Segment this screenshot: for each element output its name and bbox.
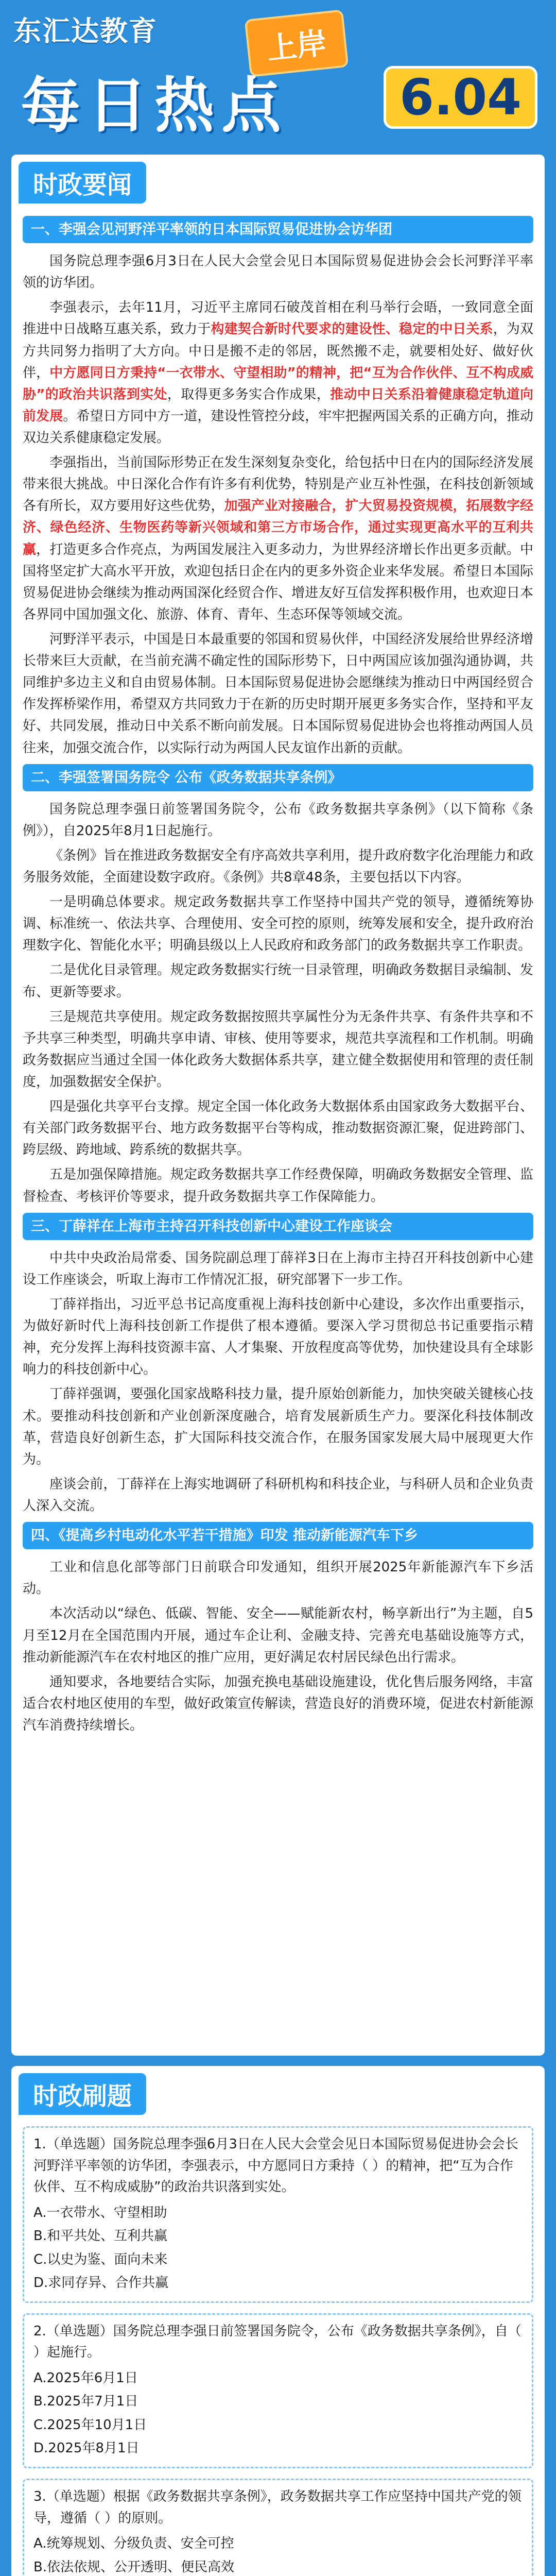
news-panel — [11, 155, 545, 2056]
topic4-para-1: 工业和信息化部等部门日前联合印发通知，组织开展2025年新能源汽车下乡活动。 — [23, 1560, 533, 1597]
option-b[interactable]: B.和平共处、互利共赢 — [33, 2228, 168, 2244]
option-b[interactable]: B.依法依规、公开透明、便民高效 — [33, 2559, 235, 2575]
topic3-para-3: 丁薛祥强调，要强化国家战略科技力量，提升原始创新能力，加快突破关键核心技术。要推动科技创新和产业创新深度融合，培育发展新质生产力。要深化科技体制改革，营造良好创新生态，扩大国际科技交流合作，在服务国家发展大局中展现更大作为。 — [23, 1386, 533, 1467]
topic2-para-2: 《条例》旨在推进政务数据安全有序高效共享利用，提升政府数字化治理能力和政务服务效能，全面建设数字政府。《条例》共8章48条，主要包括以下内容。 — [23, 848, 533, 886]
topic1-para-2: 李强表示，去年11月，习近平主席同石破茂首相在利马举行会晤，一致同意全面推进中日战略互惠关系，致力于构建契合新时代要求的建设性、稳定的中日关系，为双方共同努力指明了大方向。中日是搬不走的邻居，既然搬不走，就要相处好、做好伙伴，中方愿同日方秉持“一衣带水、守望相助”的精神，把“互为合作伙伴、互不构成威胁”的政治共识落到实处，取得更多务实合作成果，推动中日关系沿着健康稳定轨道向前发展。希望日方同中方一道，建设性管控分歧，牢牢把握两国关系的正确方向，推动双边关系健康稳定发展。 — [23, 300, 533, 446]
question-stem: 2.（单选题）国务院总理李强日前签署国务院令，公布《政务数据共享条例》，自（ ）起施行。 — [33, 2323, 522, 2361]
topic2-para-6: 四是强化共享平台支撑。规定全国一体化政务大数据体系由国家政务大数据平台、有关部门政务数据平台、地方政务数据平台等构成，推动数据资源汇聚，促进跨部门、跨层级、跨地域、跨系统的数据共享。 — [23, 1099, 533, 1158]
topic1-para-3: 李强指出，当前国际形势正在发生深刻复杂变化，给包括中日在内的国际经济发展带来很大挑战。中日深化合作有许多有利优势，特别是产业互补性强，在科技创新领域各有所长，双方要用好这些优势，加强产业对接融合，扩大贸易投资规模，拓展数字经济、绿色经济、生物医药等新兴领域和第三方市场合作，通过实现更高水平的互利共赢，打造更多合作亮点，为两国发展注入更多动力，为世界经济增长作出更多贡献。中国将坚定扩大高水平开放，欢迎包括日企在内的更多外资企业来华发展。希望日本国际贸易促进协会继续为推动两国深化经贸合作、增进友好互信发挥积极作用，也欢迎日本各界同中国加强文化、旅游、体育、青年、生态环保等领域交流。 — [23, 455, 533, 622]
question-stem: 1.（单选题）国务院总理李强6月3日在人民大会堂会见日本国际贸易促进协会会长河野洋平率领的访华团，李强表示，中方愿同日方秉持（ ）的精神，把“互为合作伙伴、互不构成威胁”的政治共识落到实处。 — [33, 2137, 518, 2195]
option-a[interactable]: A.2025年6月1日 — [33, 2370, 138, 2386]
date-badge: 6.04 — [384, 66, 537, 129]
topic-title-3: 三、丁薛祥在上海市主持召开科技创新中心建设工作座谈会 — [23, 1213, 533, 1240]
topic3-para-1: 中共中央政治局常委、国务院副总理丁薛祥3日在上海市主持召开科技创新中心建设工作座谈会，听取上海市工作情况汇报，研究部署下一步工作。 — [23, 1250, 533, 1287]
option-c[interactable]: C.以史为鉴、面向未来 — [33, 2251, 168, 2267]
question-2 — [23, 2313, 533, 2468]
ribbon-badge: 上岸 — [245, 9, 349, 77]
topic1-para-1: 国务院总理李强6月3日在人民大会堂会见日本国际贸易促进协会会长河野洋平率领的访华团。 — [23, 253, 533, 291]
topic2-para-3: 一是明确总体要求。规定政务数据共享工作坚持中国共产党的领导，遵循统筹协调、标准统一、依法共享、合理使用、安全可控的原则，统筹发展和安全，提升政府治理数字化、智能化水平；明确县级以上人民政府和政务部门的政务数据共享工作职责。 — [23, 894, 533, 954]
page-title: 每日热点 — [21, 71, 288, 141]
topic1-para-4: 河野洋平表示，中国是日本最重要的邻国和贸易伙伴，中国经济发展给世界经济增长带来巨大贡献，在当前充满不确定性的国际形势下，日中两国应该加强沟通协调，共同维护多边主义和自由贸易体制。日本国际贸易促进协会愿继续为推动日中两国经贸合作发挥桥梁作用，希望双方共同致力于在新的历史时期开展更多务实合作，坚持和平友好、共同发展，推动日中关系不断向前发展。日本国际贸易促进协会也将推动两国人员往来，加强交流合作，以实际行动为两国人民友谊作出新的贡献。 — [23, 631, 533, 756]
brand-logo: 东汇达教育 — [13, 15, 158, 47]
topic4-para-2: 本次活动以“绿色、低碳、智能、安全——赋能新农村，畅享新出行”为主题，自5月至12月在全国范围内开展，通过车企让利、金融支持、完善充电基础设施等方式，推动新能源汽车在农村地区的推广应用，更好满足农村居民绿色出行需求。 — [23, 1606, 533, 1665]
option-c[interactable]: C.2025年10月1日 — [33, 2417, 147, 2433]
question-1 — [23, 2126, 533, 2303]
option-b[interactable]: B.2025年7月1日 — [33, 2394, 138, 2410]
header — [0, 0, 556, 155]
option-d[interactable]: D.求同存异、合作共赢 — [33, 2275, 169, 2291]
topic3-para-2: 丁薛祥指出，习近平总书记高度重视上海科技创新中心建设，多次作出重要指示，为做好新时代上海科技创新工作提供了根本遵循。要深入学习贯彻总书记重要指示精神，充分发挥上海科技资源丰富、人才集聚、开放程度高等优势，加快建设具有全球影响力的科技创新中心。 — [23, 1296, 533, 1378]
question-3 — [23, 2479, 533, 2576]
option-a[interactable]: A.一衣带水、守望相助 — [33, 2205, 167, 2221]
news-heading: 时政要闻 — [19, 162, 146, 204]
topic2-para-1: 国务院总理李强日前签署国务院令，公布《政务数据共享条例》（以下简称《条例》），自2025年8月1日起施行。 — [23, 801, 533, 839]
quiz-panel — [11, 2066, 545, 2576]
topic-title-1: 一、李强会见河野洋平率领的日本国际贸易促进协会访华团 — [23, 216, 533, 243]
topic2-para-7: 五是加强保障措施。规定政务数据共享工作经费保障，明确政务数据安全管理、监督检查、考核评价等要求，提升政务数据共享工作保障能力。 — [23, 1167, 533, 1205]
topic3-para-4: 座谈会前，丁薛祥在上海实地调研了科研机构和科技企业，与科研人员和企业负责人深入交流。 — [23, 1476, 533, 1514]
topic2-para-5: 三是规范共享使用。规定政务数据按照共享属性分为无条件共享、有条件共享和不予共享三种类型，明确共享申请、审核、使用等要求，规范共享流程和工作机制。明确政务数据应当通过全国一体化政务大数据体系共享，建立健全数据使用和管理的责任制度，加强数据安全保护。 — [23, 1009, 533, 1090]
topic-title-4: 四、《提高乡村电动化水平若干措施》印发 推动新能源汽车下乡 — [23, 1522, 533, 1549]
topic-title-2: 二、李强签署国务院令 公布《政务数据共享条例》 — [23, 764, 533, 791]
topic2-para-4: 二是优化目录管理。规定政务数据实行统一目录管理，明确政务数据目录编制、发布、更新等要求。 — [23, 962, 533, 1000]
question-stem: 3.（单选题）根据《政务数据共享条例》，政务数据共享工作应坚持中国共产党的领导，遵循（ ）的原则。 — [33, 2488, 522, 2526]
option-a[interactable]: A.统筹规划、分级负责、安全可控 — [33, 2536, 234, 2552]
topic4-para-3: 通知要求，各地要结合实际，加强充换电基础设施建设，优化售后服务网络，丰富适合农村地区使用的车型，做好政策宣传解读，营造良好的消费环境，促进农村新能源汽车消费持续增长。 — [23, 1674, 533, 1733]
option-d[interactable]: D.2025年8月1日 — [33, 2441, 140, 2456]
quiz-heading: 时政刷题 — [19, 2073, 146, 2115]
